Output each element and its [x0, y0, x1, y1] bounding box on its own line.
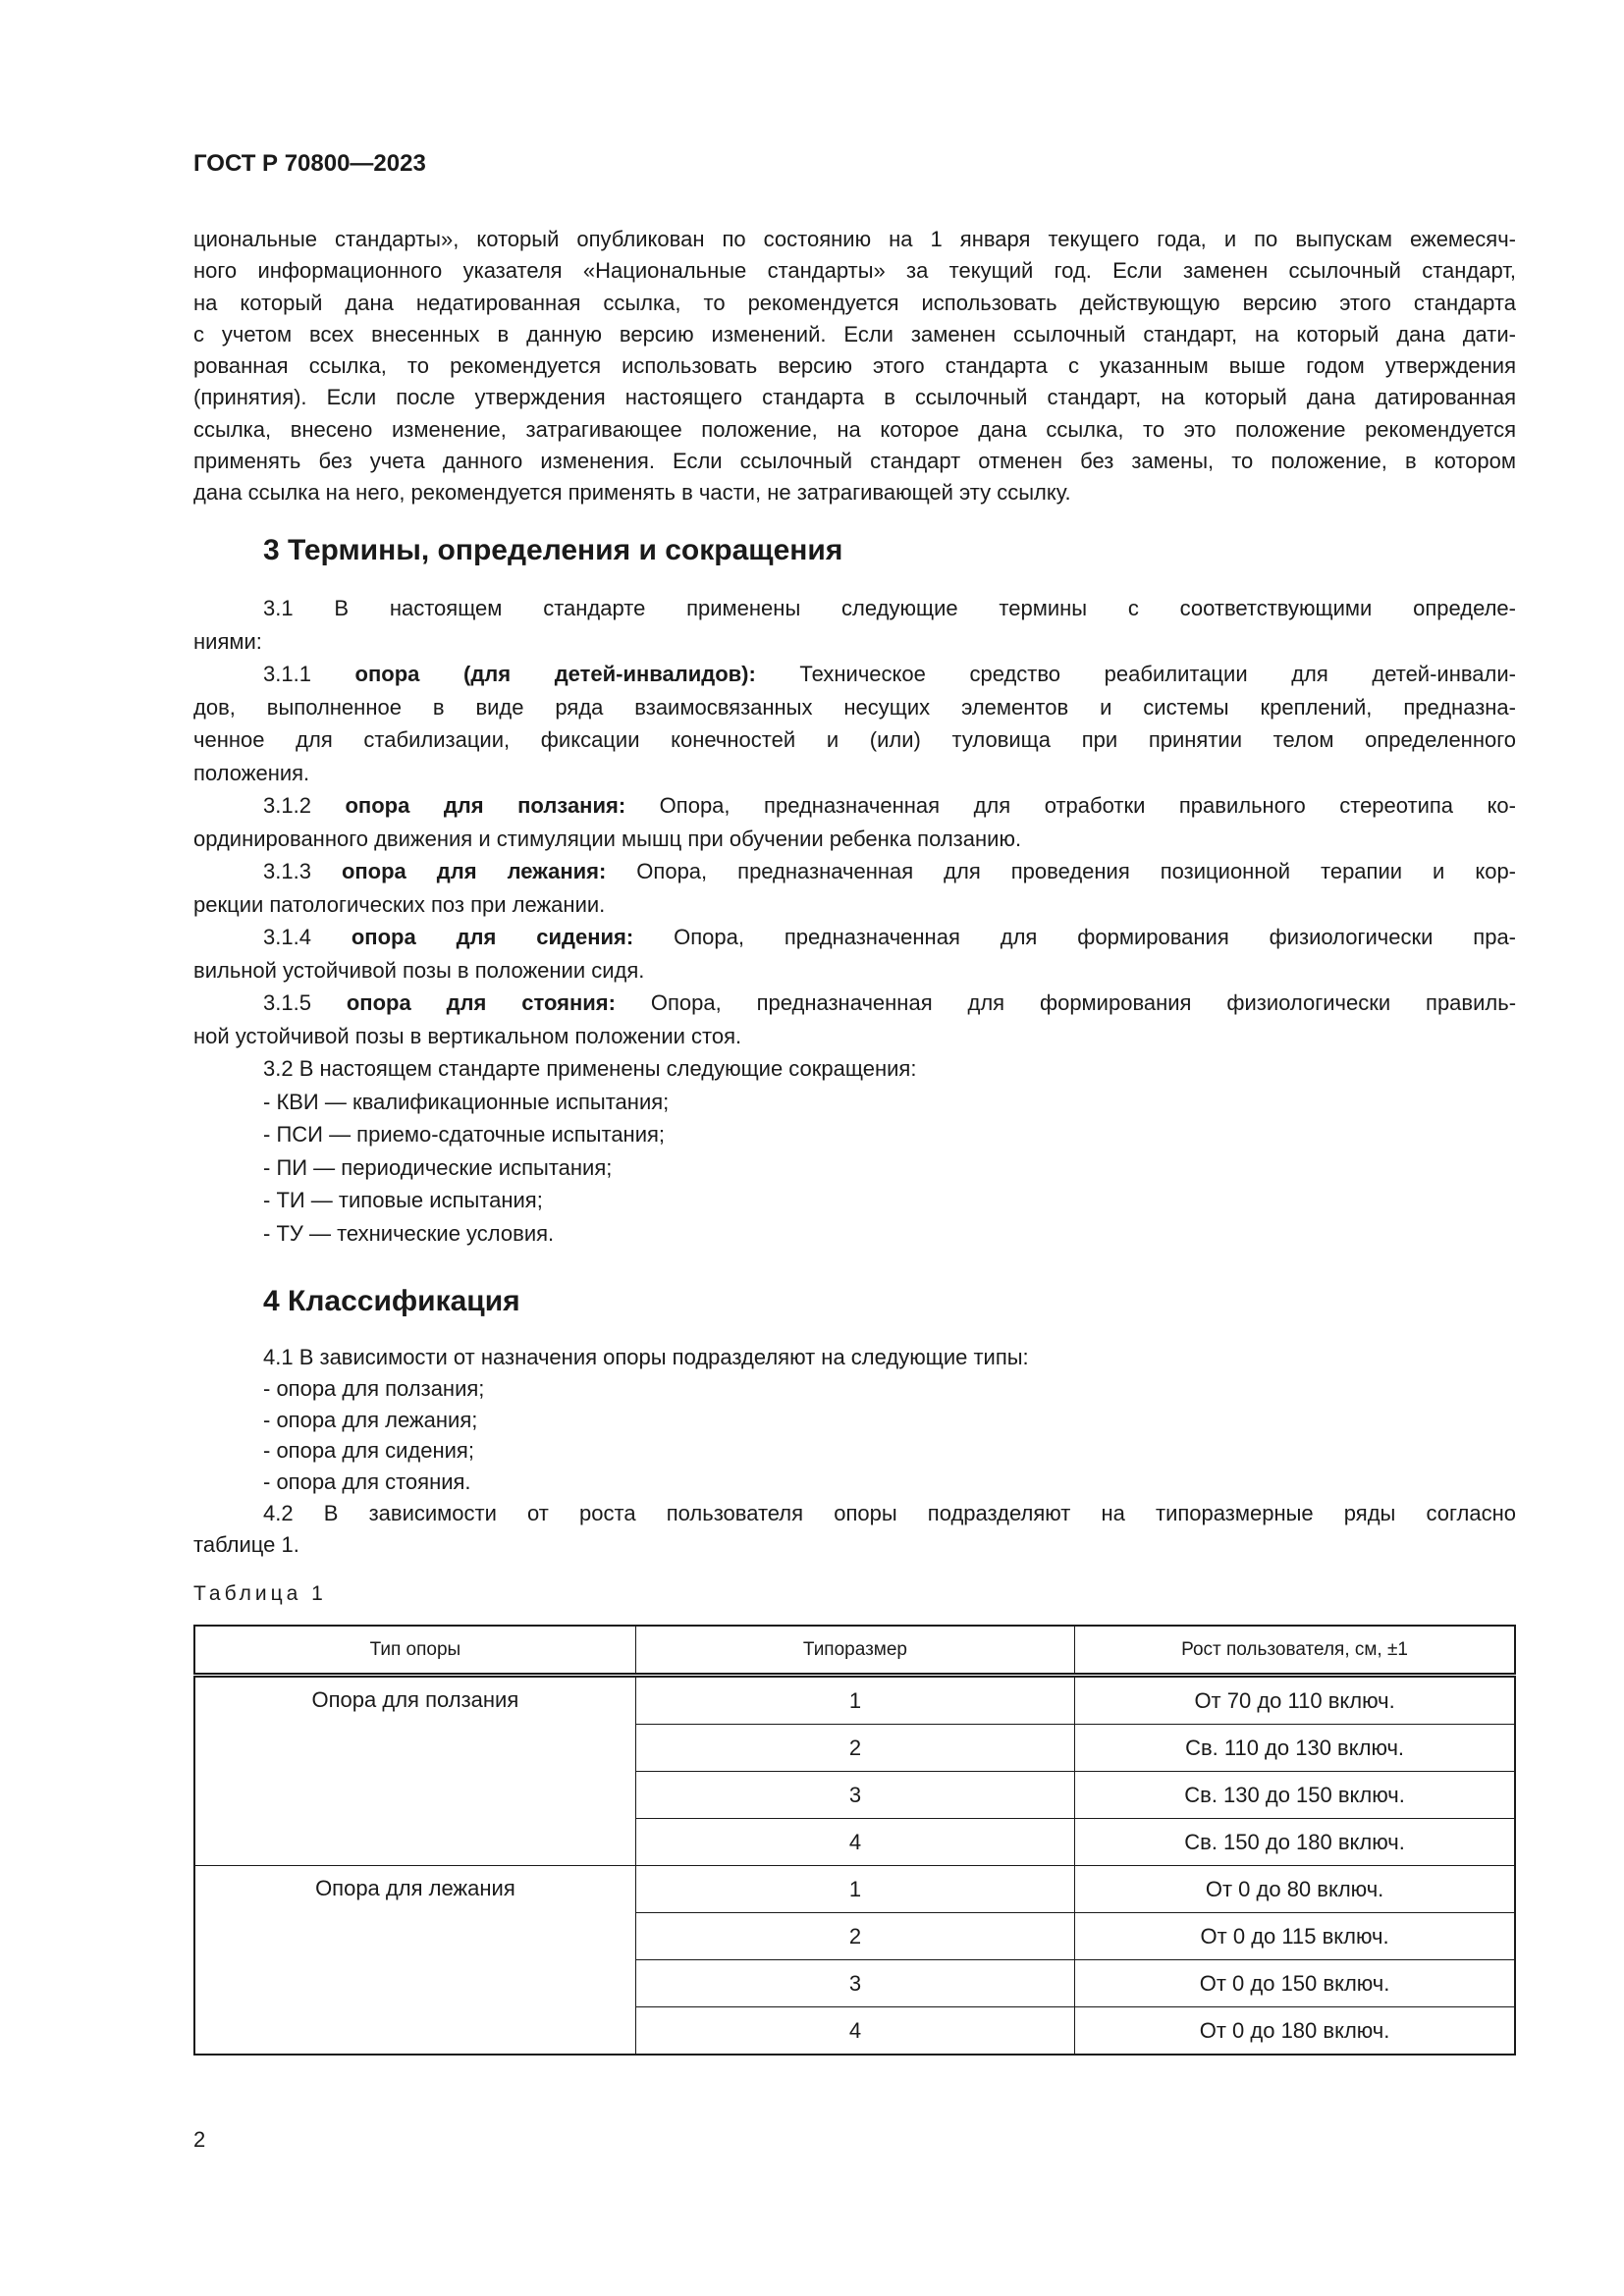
- abbr-item: - КВИ — квалификационные испытания;: [263, 1089, 670, 1114]
- type-cell: Опора для лежания: [194, 1866, 635, 2056]
- size-cell: 4: [635, 2007, 1074, 2056]
- height-cell: От 0 до 150 включ.: [1075, 1960, 1515, 2007]
- type-cell: Опора для ползания: [194, 1676, 635, 1866]
- text-line: на который дана недатированная ссылка, то рекомендуется использовать действующую версию этого стандарта: [193, 290, 1516, 315]
- size-cell: 4: [635, 1819, 1074, 1866]
- text-line: дов, выполненное в виде ряда взаимосвязанных несущих элементов и системы креплений, предназна-: [193, 694, 1516, 720]
- text-line: 3.1 В настоящем стандарте применены следующие термины с соответствующими определе-: [263, 596, 1516, 620]
- term-number: 3.1.3: [263, 859, 342, 883]
- term-text: Опора, предназначенная для формирования физиологически пра-: [633, 925, 1516, 949]
- text-line: 4.1 В зависимости от назначения опоры подразделяют на следующие типы:: [263, 1345, 1029, 1369]
- table-row: [194, 1866, 1515, 1913]
- text-line: положения.: [193, 760, 310, 785]
- text-line: ной устойчивой позы в вертикальном положении стоя.: [193, 1023, 742, 1048]
- size-cell: 2: [635, 1913, 1074, 1960]
- section-3-body: [193, 592, 1516, 1250]
- term-3-1-3: [193, 855, 1516, 888]
- size-cell: 3: [635, 1772, 1074, 1819]
- term-number: 3.1.4: [263, 925, 352, 949]
- text-line: вильной устойчивой позы в положении сидя.: [193, 957, 645, 983]
- type-item: - опора для лежания;: [263, 1407, 478, 1432]
- term-name: опора для сидения:: [351, 925, 634, 949]
- size-cell: 1: [635, 1676, 1074, 1725]
- text-line: ссылка, внесено изменение, затрагивающее положение, на которое дана ссылка, то это положение рекомендуется: [193, 416, 1516, 442]
- term-3-1-4: [193, 921, 1516, 954]
- text-line: 4.2 В зависимости от роста пользователя опоры подразделяют на типоразмерные ряды согласно: [263, 1500, 1516, 1525]
- section-3-heading: 3 Термины, определения и сокращения: [263, 534, 843, 566]
- abbr-item: - ПСИ — приемо-сдаточные испытания;: [263, 1122, 666, 1147]
- text-line: ниями:: [193, 628, 262, 654]
- term-name: опора для лежания:: [341, 859, 607, 883]
- height-cell: От 0 до 180 включ.: [1075, 2007, 1515, 2056]
- term-name: опора (для детей-инвалидов):: [354, 662, 756, 686]
- document-header: ГОСТ Р 70800—2023: [193, 150, 426, 177]
- text-line: ченное для стабилизации, фиксации конечностей и (или) туловища при принятии телом определенного: [193, 727, 1516, 752]
- term-number: 3.1.1: [263, 662, 355, 686]
- column-header: Типоразмер: [635, 1626, 1074, 1676]
- table-header-row: [194, 1626, 1515, 1676]
- height-cell: От 0 до 115 включ.: [1075, 1913, 1515, 1960]
- term-name: опора для стояния:: [346, 990, 616, 1015]
- size-cell: 1: [635, 1866, 1074, 1913]
- type-item: - опора для ползания;: [263, 1375, 485, 1401]
- column-header: Тип опоры: [194, 1626, 635, 1676]
- text-line: применять без учета данного изменения. Если ссылочный стандарт отменен без замены, то положение, в котором: [193, 449, 1516, 474]
- section-4-heading: 4 Классификация: [263, 1285, 520, 1317]
- height-cell: От 70 до 110 включ.: [1075, 1676, 1515, 1725]
- term-number: 3.1.2: [263, 793, 346, 818]
- size-cell: 3: [635, 1960, 1074, 2007]
- text-line: рекции патологических поз при лежании.: [193, 891, 606, 917]
- page-number: 2: [193, 2127, 206, 2152]
- height-cell: Св. 150 до 180 включ.: [1075, 1819, 1515, 1866]
- text-line: 3.2 В настоящем стандарте применены следующие сокращения:: [263, 1056, 917, 1081]
- term-3-1-2: [193, 789, 1516, 823]
- text-line: рованная ссылка, то рекомендуется использовать версию этого стандарта с указанным выше годом утверждения: [193, 353, 1516, 379]
- table-row: [194, 1676, 1515, 1725]
- text-line: (принятия). Если после утверждения настоящего стандарта в ссылочный стандарт, на который дана датированная: [193, 385, 1516, 410]
- text-line: ного информационного указателя «Национальные стандарты» за текущий год. Если заменен ссылочный стандарт,: [193, 258, 1516, 284]
- type-item: - опора для сидения;: [263, 1438, 474, 1464]
- abbr-item: - ТУ — технические условия.: [263, 1220, 555, 1246]
- section-4-body: [193, 1342, 1516, 1561]
- text-line: таблице 1.: [193, 1531, 299, 1557]
- height-cell: От 0 до 80 включ.: [1075, 1866, 1515, 1913]
- text-line: циональные стандарты», который опубликован по состоянию на 1 января текущего года, и по выпускам ежемесяч-: [193, 227, 1516, 251]
- intro-paragraph: [193, 224, 1516, 509]
- table-caption: Таблица 1: [193, 1582, 327, 1605]
- column-header: Рост пользователя, см, ±1: [1075, 1626, 1515, 1676]
- term-text: Опора, предназначенная для проведения позиционной терапии и кор-: [606, 859, 1517, 883]
- height-cell: Св. 130 до 150 включ.: [1075, 1772, 1515, 1819]
- term-text: Техническое средство реабилитации для детей-инвали-: [755, 662, 1516, 686]
- size-cell: 2: [635, 1725, 1074, 1772]
- text-line: ординированного движения и стимуляции мышц при обучении ребенка ползанию.: [193, 826, 1022, 851]
- term-name: опора для ползания:: [345, 793, 626, 818]
- term-text: Опора, предназначенная для отработки правильного стереотипа ко-: [625, 793, 1516, 818]
- text-line: с учетом всех внесенных в данную версию изменений. Если заменен ссылочный стандарт, на который дана дати-: [193, 321, 1516, 347]
- abbr-item: - ТИ — типовые испытания;: [263, 1188, 543, 1212]
- term-3-1-5: [193, 987, 1516, 1020]
- text-line: дана ссылка на него, рекомендуется применять в части, не затрагивающей эту ссылку.: [193, 480, 1071, 506]
- term-3-1-1: [193, 658, 1516, 691]
- type-item: - опора для стояния.: [263, 1469, 471, 1495]
- term-number: 3.1.5: [263, 990, 347, 1015]
- height-cell: Св. 110 до 130 включ.: [1075, 1725, 1515, 1772]
- size-table: [193, 1625, 1516, 2056]
- abbr-item: - ПИ — периодические испытания;: [263, 1154, 613, 1180]
- term-text: Опора, предназначенная для формирования физиологически правиль-: [615, 990, 1517, 1015]
